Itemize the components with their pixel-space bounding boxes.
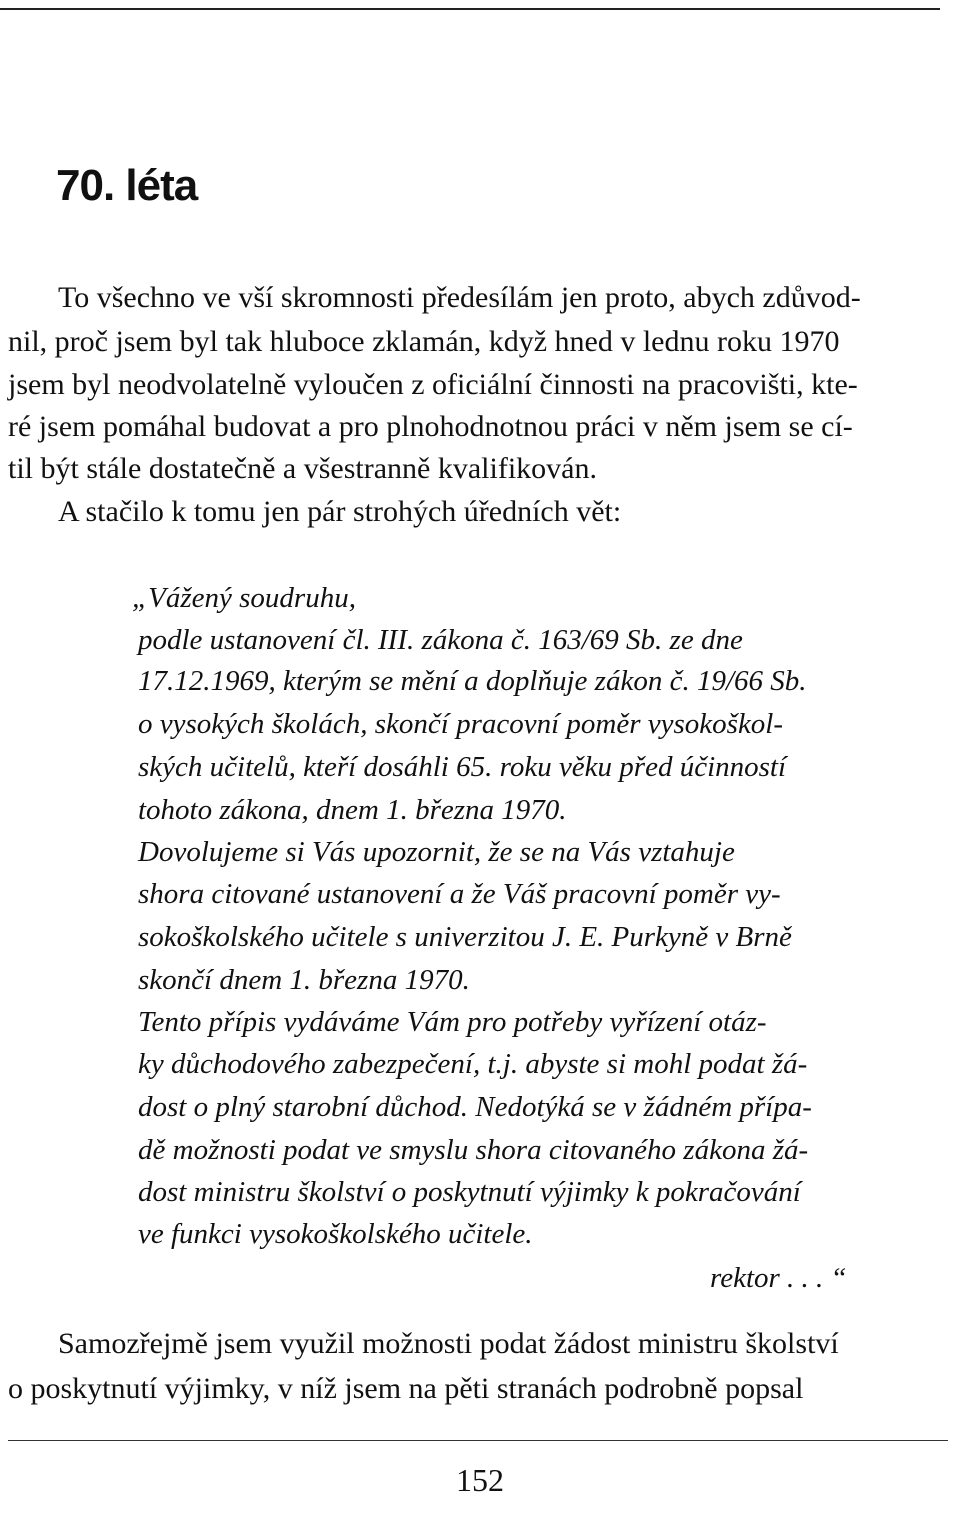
intro-line: nil, proč jsem byl tak hluboce zklamán, když hned v lednu roku 1970: [8, 325, 840, 358]
letter-line: dost ministru školství o poskytnutí výjimky k pokračování: [138, 1176, 801, 1208]
letter-line: dě možnosti podat ve smyslu shora citovaného zákona žá-: [138, 1134, 809, 1166]
letter-line: o vysokých školách, skončí pracovní poměr vysokoškol-: [138, 708, 784, 740]
letter-line: dost o plný starobní důchod. Nedotýká se v žádném přípa-: [138, 1091, 812, 1123]
top-rule: [0, 8, 940, 10]
intro-line: A stačilo k tomu jen pár strohých úředních vět:: [58, 495, 622, 528]
letter-signature: rektor . . . “: [710, 1262, 847, 1294]
letter-line: ve funkci vysokoškolského učitele.: [138, 1218, 533, 1250]
letter-line: ských učitelů, kteří dosáhli 65. roku věku před účinností: [138, 751, 787, 783]
letter-line: Tento přípis vydáváme Vám pro potřeby vyřízení otáz-: [138, 1006, 767, 1038]
letter-line: ky důchodového zabezpečení, t.j. abyste si mohl podat žá-: [138, 1048, 808, 1080]
letter-line: tohoto zákona, dnem 1. března 1970.: [138, 794, 567, 826]
intro-line: To všechno ve vší skromnosti předesílám jen proto, abych zdůvod-: [58, 281, 861, 314]
footer-rule: [8, 1440, 948, 1441]
letter-line: skončí dnem 1. března 1970.: [138, 964, 470, 996]
chapter-heading: 70. léta: [56, 161, 198, 210]
closing-line: Samozřejmě jsem využil možnosti podat žádost ministru školství: [58, 1327, 839, 1360]
intro-line: ré jsem pomáhal budovat a pro plnohodnotnou práci v něm jsem se cí-: [8, 410, 853, 443]
intro-line: til být stále dostatečně a všestranně kvalifikován.: [8, 452, 597, 485]
letter-salutation: „Vážený soudruhu,: [132, 582, 356, 614]
letter-line: podle ustanovení čl. III. zákona č. 163/69 Sb. ze dne: [138, 624, 743, 656]
closing-line: o poskytnutí výjimky, v níž jsem na pěti stranách podrobně popsal: [8, 1372, 804, 1405]
page-number: 152: [456, 1462, 504, 1498]
letter-line: sokoškolského učitele s univerzitou J. E. Purkyně v Brně: [138, 921, 792, 953]
letter-line: 17.12.1969, kterým se mění a doplňuje zákon č. 19/66 Sb.: [138, 665, 807, 697]
intro-line: jsem byl neodvolatelně vyloučen z oficiální činnosti na pracovišti, kte-: [8, 368, 858, 401]
letter-line: Dovolujeme si Vás upozornit, že se na Vás vztahuje: [138, 836, 735, 868]
letter-line: shora citované ustanovení a že Váš pracovní poměr vy-: [138, 878, 781, 910]
